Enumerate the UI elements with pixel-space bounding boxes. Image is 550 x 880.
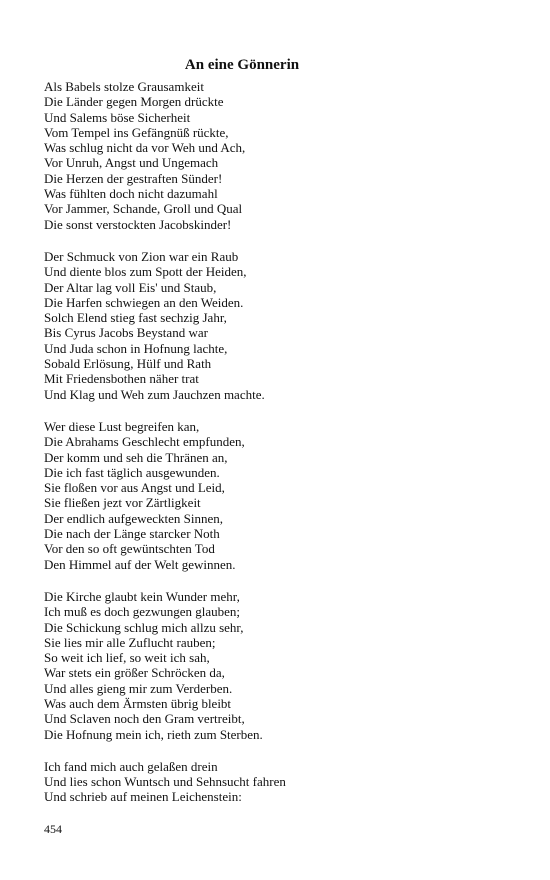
verse-line: Die Harfen schwiegen an den Weiden. bbox=[44, 294, 244, 310]
verse-line: Die ich fast täglich ausgewunden. bbox=[44, 464, 220, 480]
verse-line: War stets ein größer Schröcken da, bbox=[44, 665, 225, 681]
verse-line: Mit Friedensbothen näher trat bbox=[44, 371, 199, 387]
verse-line: Vor Unruh, Angst und Ungemach bbox=[44, 155, 219, 171]
verse-line: Der Schmuck von Zion war ein Raub bbox=[44, 248, 239, 264]
verse-line: Die Herzen der gestraften Sünder! bbox=[44, 170, 223, 186]
verse-line: Und schrieb auf meinen Leichenstein: bbox=[44, 789, 242, 805]
verse-line: Und Sclaven noch den Gram vertreibt, bbox=[44, 711, 245, 727]
stanza-3 bbox=[44, 419, 504, 572]
verse-line: Solch Elend stieg fast sechzig Jahr, bbox=[44, 310, 227, 326]
verse-line: Vom Tempel ins Gefängnüß rückte, bbox=[44, 124, 229, 140]
verse-line: Als Babels stolze Grausamkeit bbox=[44, 79, 204, 94]
verse-line: Sie fließen jezt vor Zärtligkeit bbox=[44, 495, 201, 511]
verse-line: Die Abrahams Geschlecht empfunden, bbox=[44, 434, 245, 450]
verse-line: Die nach der Länge starcker Noth bbox=[44, 526, 220, 542]
verse-line: Die sonst verstockten Jacobskinder! bbox=[44, 216, 232, 232]
verse-line: Die Kirche glaubt kein Wunder mehr, bbox=[44, 588, 240, 604]
verse-line: Und Juda schon in Hofnung lachte, bbox=[44, 340, 228, 356]
poem-body bbox=[44, 79, 504, 822]
verse-line: Und alles gieng mir zum Verderben. bbox=[44, 680, 233, 696]
verse-line: Und Salems böse Sicherheit bbox=[44, 109, 191, 125]
verse-line: Ich muß es doch gezwungen glauben; bbox=[44, 604, 241, 620]
verse-line: Die Länder gegen Morgen drückte bbox=[44, 94, 224, 110]
verse-line: Bis Cyrus Jacobs Beystand war bbox=[44, 325, 208, 341]
verse-line: Was schlug nicht da vor Weh und Ach, bbox=[44, 140, 246, 156]
verse-line: Der endlich aufgeweckten Sinnen, bbox=[44, 510, 224, 526]
verse-line: Vor den so oft gewüntschten Tod bbox=[44, 541, 215, 557]
verse-line: Ich fand mich auch gelaßen drein bbox=[44, 758, 218, 774]
stanza-4 bbox=[44, 589, 504, 742]
stanza-1 bbox=[44, 79, 504, 232]
stanza-2 bbox=[44, 249, 504, 402]
verse-line: Der komm und seh die Thränen an, bbox=[44, 449, 228, 465]
verse-line: Die Schickung schlug mich allzu sehr, bbox=[44, 619, 244, 635]
verse-line: Und diente blos zum Spott der Heiden, bbox=[44, 264, 247, 280]
verse-line: Sie lies mir alle Zuflucht rauben; bbox=[44, 634, 216, 650]
verse-line: Der Altar lag voll Eis' und Staub, bbox=[44, 279, 217, 295]
verse-line: Den Himmel auf der Welt gewinnen. bbox=[44, 556, 236, 572]
verse-line: Die Hofnung mein ich, rieth zum Sterben. bbox=[44, 726, 263, 742]
poem-title: An eine Gönnerin bbox=[184, 57, 300, 73]
verse-line: Wer diese Lust begreifen kan, bbox=[44, 418, 200, 434]
stanza-5 bbox=[44, 759, 504, 805]
verse-line: Und lies schon Wuntsch und Sehnsucht fahren bbox=[44, 774, 286, 790]
verse-line: Was fühlten doch nicht dazumahl bbox=[44, 186, 218, 202]
verse-line: Vor Jammer, Schande, Groll und Qual bbox=[44, 201, 243, 217]
verse-line: Sie floßen vor aus Angst und Leid, bbox=[44, 480, 225, 496]
verse-line: Und Klag und Weh zum Jauchzen machte. bbox=[44, 386, 265, 402]
verse-line: So weit ich lief, so weit ich sah, bbox=[44, 650, 210, 666]
verse-line: Was auch dem Ärmsten übrig bleibt bbox=[44, 695, 232, 711]
verse-line: Sobald Erlösung, Hülf und Rath bbox=[44, 356, 212, 372]
page-number: 454 bbox=[44, 822, 62, 836]
